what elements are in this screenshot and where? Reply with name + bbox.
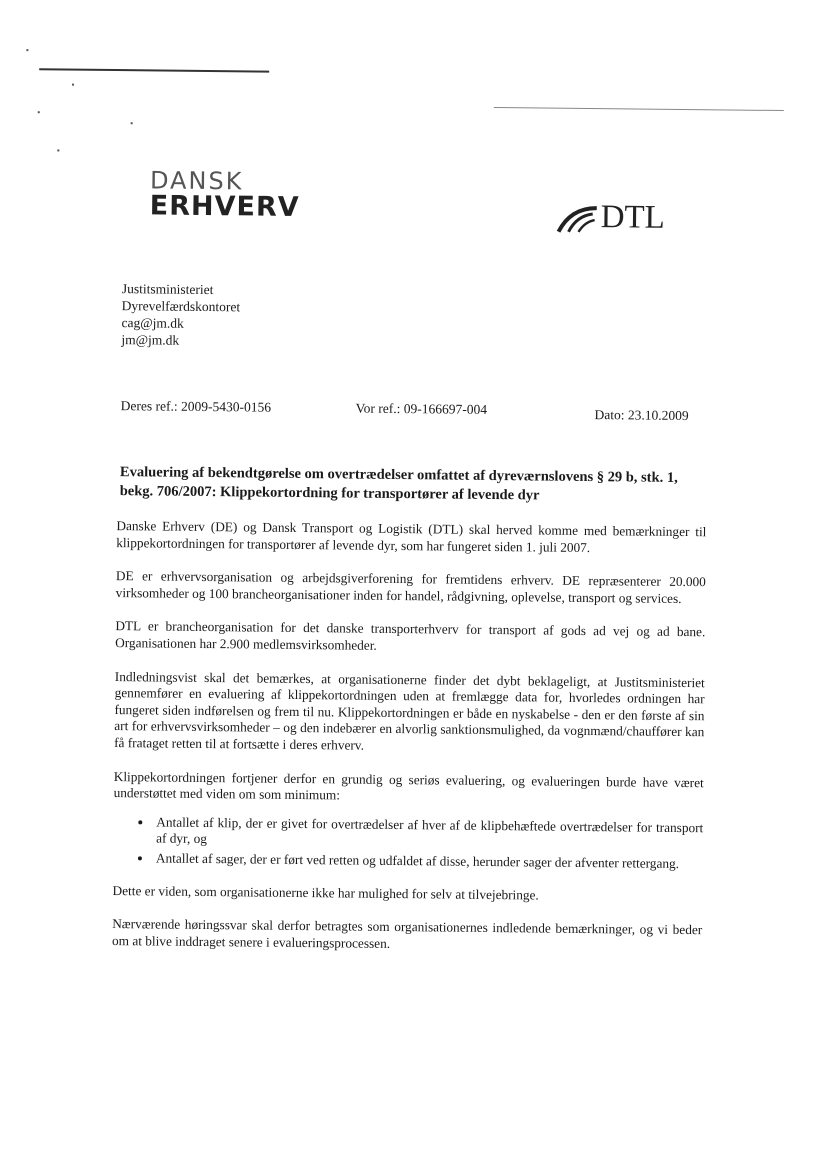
- paragraph: Nærværende høringssvar skal derfor betragtes som organisationernes indledende bemærkninger, og vi beder om at blive inddraget senere i evalueringsprocessen.: [111, 916, 703, 951]
- paragraph: Danske Erhverv (DE) og Dansk Transport og Logistik (DTL) skal herved komme med bemærkninger til klippekortordningen for transportører af levende dyr, som har fungeret siden 1. juli 2007.: [116, 518, 707, 555]
- bullet-item: • Antallet af sager, der er ført ved retten og udfaldet af disse, herunder sager der afventer rettergang.: [153, 850, 703, 872]
- paragraph: DE er erhvervsorganisation og arbejdsgiverforening for fremtidens erhverv. DE repræsenterer 20.000 virksomheder og 100 brancheorganisationer inden for handel, rådgivning, oplevelse, transport og services.: [115, 568, 706, 606]
- our-reference: Vor ref.: 09-166697-004: [355, 400, 488, 417]
- letter-body: [112, 518, 707, 972]
- their-reference: Deres ref.: 2009-5430-0156: [120, 398, 272, 415]
- reference-line: [120, 398, 701, 424]
- letter-subject: Evaluering af bekendtgørelse om overtrædelser omfattet af dyreværnslovens § 29 b, stk. 1, bekg. 706/2007: Klippekortordning for transportører af levende dyr: [119, 464, 678, 504]
- dansk-erhverv-logo: [150, 168, 300, 221]
- letter-date: Dato: 23.10.2009: [594, 407, 689, 424]
- recipient-line: jm@jm.dk: [121, 332, 180, 348]
- recipient-line: cag@jm.dk: [121, 315, 184, 331]
- paragraph: Dette er viden, som organisationerne ikke har mulighed for selv at tilvejebringe.: [112, 882, 539, 903]
- scan-line: [494, 107, 784, 111]
- recipient-line: Dyrevelfærdskontoret: [121, 298, 241, 315]
- scan-specks: [5, 0, 826, 8]
- dtl-swoosh-icon: [556, 204, 598, 234]
- paragraph: Indledningsvist skal det bemærkes, at organisationerne finder det dybt beklageligt, at Justitsministeriet gennemfører en evaluering af klippekortordningen uden at fremlægge data for, hvorledes ordningen har fungeret siden indførelsen og frem til nu. Klippekortordningen er både en nyskabelse - den er den første af sin art for erhvervsvirksomheder – og den indebærer en alvorlig sanktionsmulighed, da vognmænd/chauffører kan få frataget retten til at fortsætte i deres erhverv.: [114, 668, 705, 753]
- logo-line-1: DANSK: [149, 166, 244, 196]
- bullet-item: • Antallet af klip, der er givet for overtrædelser af hver af de klipbehæftede overtrædelser for transport af dyr, og: [153, 814, 703, 853]
- dtl-logo: [556, 201, 664, 235]
- dtl-logo-text: DTL: [600, 199, 666, 236]
- logo-line-2: ERHVERV: [149, 190, 300, 223]
- scan-line: [39, 68, 269, 72]
- paragraph: DTL er brancheorganisation for det danske transporterhverv for transport af gods ad vej og ad bane. Organisationen har 2.900 medlemsvirksomheder.: [115, 618, 706, 653]
- bullet-list: [113, 814, 704, 873]
- paragraph: Klippekortordningen fortjener derfor en grundig og seriøs evaluering, og evalueringen burde have været understøttet med viden om som minimum:: [113, 768, 704, 803]
- recipient-address: [121, 280, 240, 349]
- recipient-line: Justitsministeriet: [121, 281, 214, 298]
